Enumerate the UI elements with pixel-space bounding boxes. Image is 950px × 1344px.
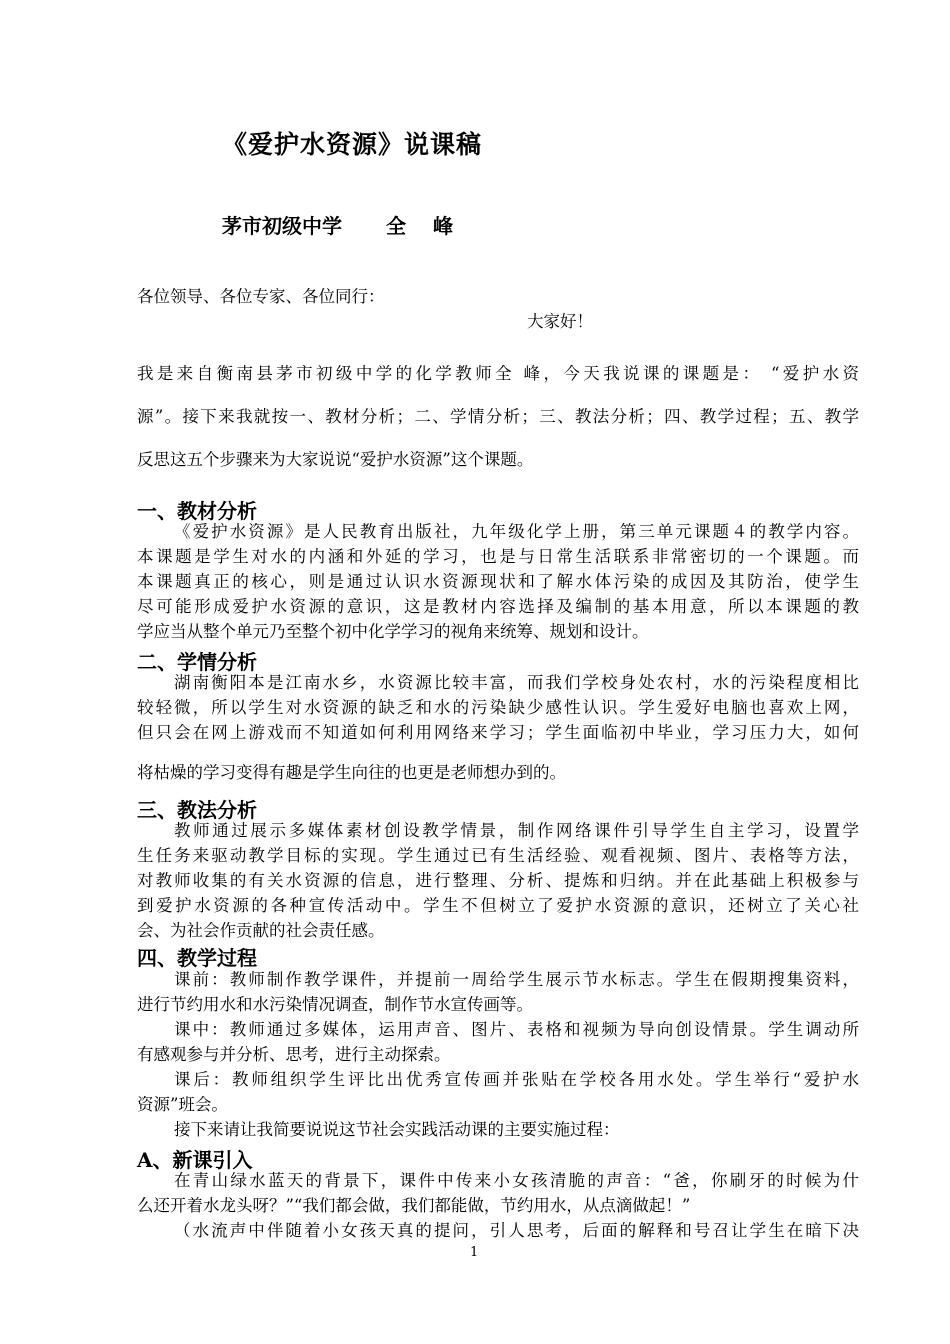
paragraph-line: 有感观参与并分析、思考，进行主动探索。 [137, 1045, 451, 1064]
paragraph-line: 么还开着水龙头呀？”“我们都会做，我们都能做，节约用水，从点滴做起！” [137, 1196, 691, 1215]
paragraph-line: 本课题真正的核心，则是通过认识水资源现状和了解水体污染的成因及其防治，使学生 [137, 572, 859, 591]
paragraph-line: 会、为社会作贡献的社会责任感。 [137, 921, 385, 940]
paragraph-line: 资源”班会。 [137, 1095, 228, 1114]
section-heading-method-analysis: 三、教法分析 [137, 798, 257, 822]
paragraph-line: 接下来请让我简要说说这节社会实践活动课的主要实施过程： [174, 1120, 620, 1139]
intro-line: 源”。接下来我就按一、教材分析；二、学情分析；三、教法分析；四、教学过程；五、教学 [137, 407, 859, 426]
page-number: 1 [470, 1245, 479, 1260]
paragraph-line: 在青山绿水蓝天的背景下，课件中传来小女孩清脆的声音：“爸，你刷牙的时候为什 [174, 1171, 859, 1190]
intro-line: 反思这五个步骤来为大家说说“爱护水资源”这个课题。 [137, 450, 534, 469]
paragraph-line: 课前：教师制作教学课件，并提前一周给学生展示节水标志。学生在假期搜集资料， [174, 970, 859, 989]
school-name: 茅市初级中学 [222, 214, 342, 238]
paragraph-line: 生任务来驱动教学目标的实现。学生通过已有生活经验、观看视频、图片、表格等方法， [137, 846, 859, 865]
section-heading-introduction: A、新课引入 [137, 1148, 253, 1172]
paragraph-line: 教师通过展示多媒体素材创设教学情景，制作网络课件引导学生自主学习，设置学 [174, 821, 859, 840]
intro-paragraph [137, 352, 859, 481]
paragraph-line: 将枯燥的学习变得有趣是学生向往的也更是老师想办到的。 [137, 763, 566, 782]
paragraph-line: （水流声中伴随着小女孩天真的提问，引人思考，后面的解释和号召让学生在暗下决 [174, 1221, 859, 1240]
paragraph-line: 对教师收集的有关水资源的信息，进行整理、分析、提炼和归纳。并在此基础上积极参与 [137, 871, 859, 890]
section-body-method-analysis [137, 818, 859, 943]
section-body-student-analysis-end [137, 760, 859, 785]
section-heading-textbook-analysis: 一、教材分析 [137, 499, 257, 523]
section-body-student-analysis [137, 670, 859, 745]
paragraph-line: 但只会在网上游戏而不知道如何利用网络来学习；学生面临初中毕业，学习压力大，如何 [137, 723, 859, 742]
section-heading-teaching-process: 四、教学过程 [137, 946, 257, 970]
paragraph-line: 本课题是学生对水的内涵和外延的学习，也是与日常生活联系非常密切的一个课题。而 [137, 547, 859, 566]
paragraph-line: 进行节约用水和水污染情况调查，制作节水宣传画等。 [137, 995, 533, 1014]
paragraph-line: 较轻微，所以学生对水资源的缺乏和水的污染缺少感性认识。学生爱好电脑也喜欢上网， [137, 698, 859, 717]
section-body-teaching-process [137, 967, 859, 1142]
greeting-line: 各位领导、各位专家、各位同行： [137, 287, 385, 306]
paragraph-line: 课中：教师通过多媒体，运用声音、图片、表格和视频为导向创设情景。学生调动所 [174, 1020, 859, 1039]
author-name: 全 峰 [386, 214, 463, 238]
intro-line: 我是来自衡南县茅市初级中学的化学教师全 峰，今天我说课的课题是： “爱护水资 [137, 364, 859, 383]
paragraph-line: 《爱护水资源》是人民教育出版社，九年级化学上册，第三单元课题４的教学内容。 [174, 522, 859, 541]
paragraph-line: 尽可能形成爱护水资源的意识，这是教材内容选择及编制的基本用意，所以本课题的教 [137, 597, 859, 616]
paragraph-line: 湖南衡阳本是江南水乡，水资源比较丰富，而我们学校身处农村，水的污染程度相比 [174, 673, 859, 692]
greeting-hello: 大家好！ [527, 312, 593, 331]
section-body-textbook-analysis [137, 519, 859, 644]
section-body-introduction [137, 1168, 859, 1243]
paragraph-line: 学应当从整个单元乃至整个初中化学学习的视角来统筹、规划和设计。 [137, 622, 649, 641]
paragraph-line: 到爱护水资源的各种宣传活动中。学生不但树立了爱护水资源的意识，还树立了关心社 [137, 896, 859, 915]
document-title: 《爱护水资源》说课稿 [222, 130, 483, 159]
section-heading-student-analysis: 二、学情分析 [137, 650, 257, 674]
author-line [222, 210, 463, 239]
paragraph-line: 课后：教师组织学生评比出优秀宣传画并张贴在学校各用水处。学生举行“爱护水 [174, 1070, 859, 1089]
